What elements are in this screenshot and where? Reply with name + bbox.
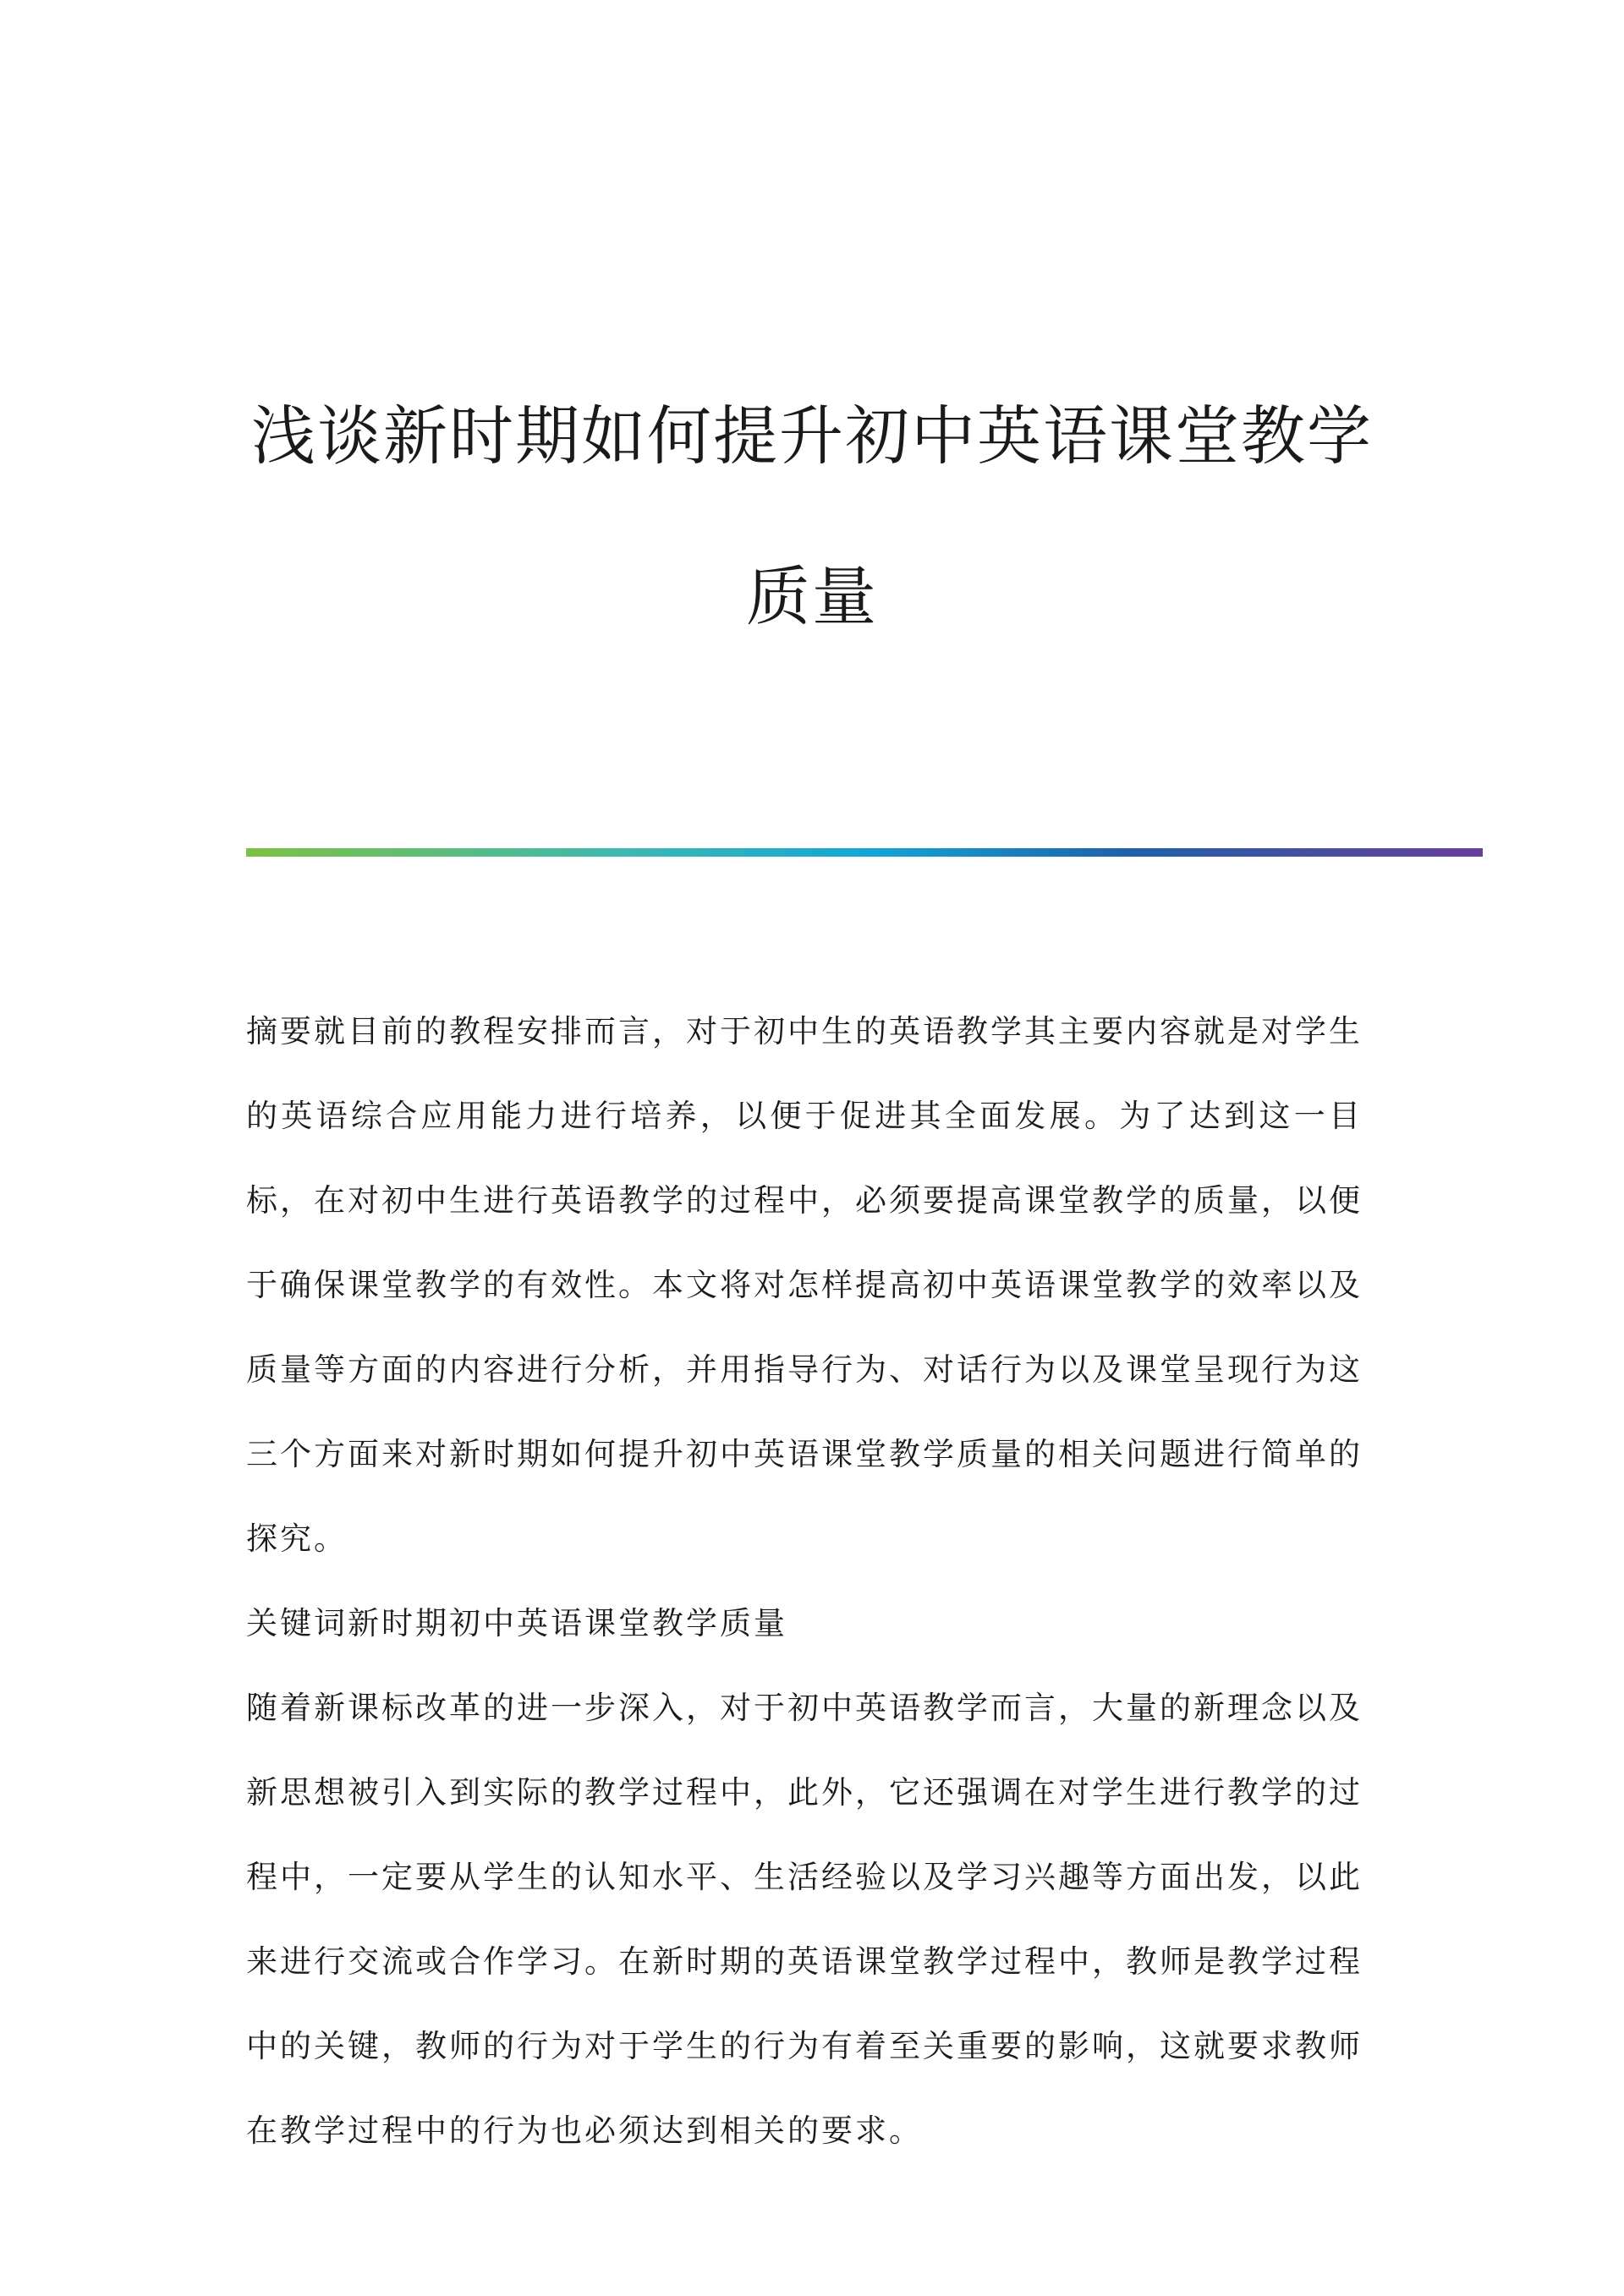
keywords-paragraph: 关键词新时期初中英语课堂教学质量 xyxy=(246,1605,787,1641)
body-paragraph: 随着新课标改革的进一步深入，对于初中英语教学而言，大量的新理念以及新思想被引入到实际的教学过程中，此外，它还强调在对学生进行教学的过程中，一定要从学生的认知水平、生活经验以及学习兴趣等方面出发，以此来进行交流或合作学习。在新时期的英语课堂教学过程中，教师是教学过程中的关键，教师的行为对于学生的行为有着至关重要的影响，这就要求教师在教学过程中的行为也必须达到相关的要求。 xyxy=(246,1690,1363,2149)
gradient-divider xyxy=(246,848,1483,857)
document-title-line-1: 浅谈新时期如何提升初中英语课堂教学 xyxy=(251,398,1373,474)
abstract-paragraph: 摘要就目前的教程安排而言，对于初中生的英语教学其主要内容就是对学生的英语综合应用能力进行培养，以便于促进其全面发展。为了达到这一目标，在对初中生进行英语教学的过程中，必须要提高课堂教学的质量，以便于确保课堂教学的有效性。本文将对怎样提高初中英语课堂教学的效率以及质量等方面的内容进行分析，并用指导行为、对话行为以及课堂呈现行为这三个方面来对新时期如何提升初中英语课堂教学质量的相关问题进行简单的探究。 xyxy=(246,1013,1363,1557)
document-body xyxy=(246,989,1363,2173)
document-title-line-2: 质量 xyxy=(746,559,878,634)
